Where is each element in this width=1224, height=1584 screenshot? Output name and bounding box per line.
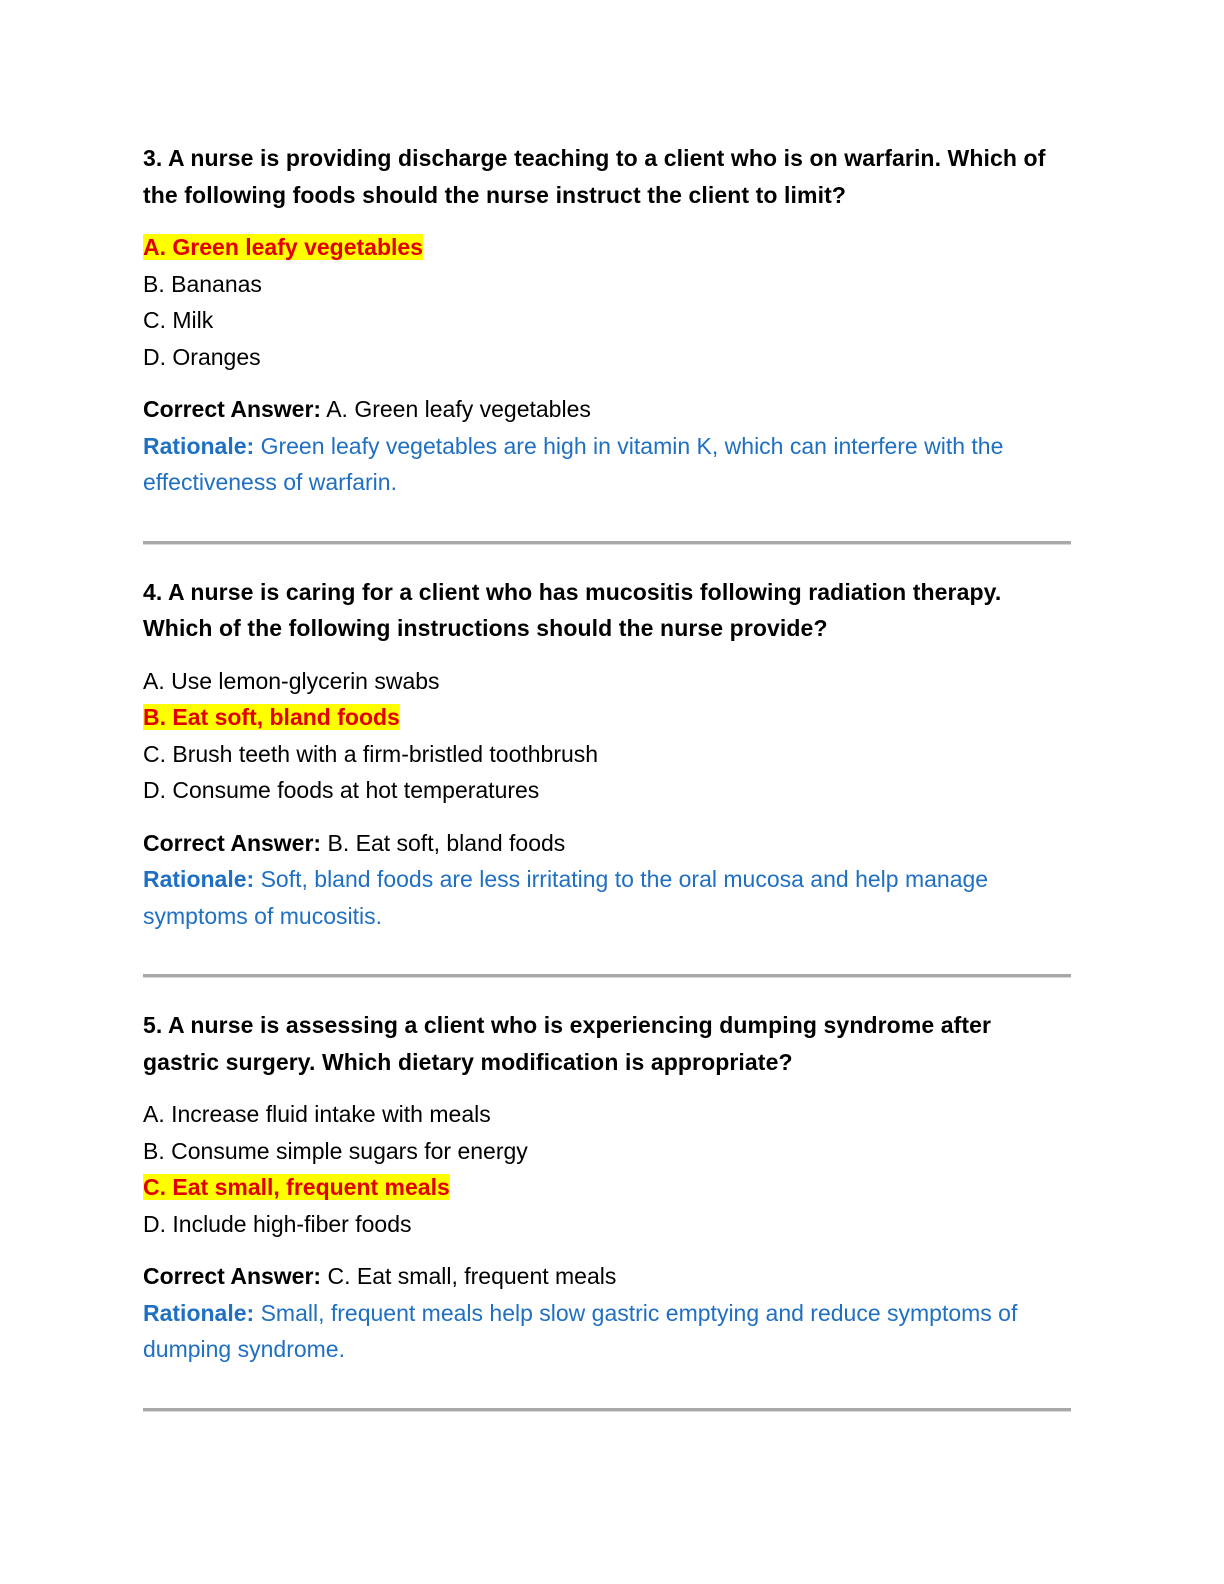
question-text: 5. A nurse is assessing a client who is experiencing dumping syndrome after gastric surgery. Which dietary modification is appropriate?: [143, 1012, 992, 1075]
correct-option-highlight: A. Green leafy vegetables: [143, 234, 423, 260]
options-list: [143, 1096, 1073, 1242]
option-d: D. Oranges: [143, 343, 261, 370]
document-page: [143, 140, 1073, 1441]
correct-answer-line: [143, 825, 1073, 862]
rationale-text: Soft, bland foods are less irritating to the oral mucosa and help manage symptoms of mucositis.: [143, 866, 989, 929]
rationale: [143, 1295, 1073, 1368]
rationale-label: Rationale:: [143, 432, 255, 459]
question-text: 4. A nurse is caring for a client who has mucositis following radiation therapy. Which of the following instructions should the nurse provide?: [143, 578, 1002, 641]
rationale-text: Small, frequent meals help slow gastric emptying and reduce symptoms of dumping syndrome.: [143, 1299, 1018, 1362]
option-b: B. Consume simple sugars for energy: [143, 1137, 528, 1164]
correct-answer-label: Correct Answer:: [143, 396, 322, 422]
option-a: A. Use lemon-glycerin swabs: [143, 667, 440, 694]
options-list: [143, 663, 1073, 809]
option-b: B. Bananas: [143, 270, 262, 297]
correct-answer-line: [143, 1258, 1073, 1295]
option-d: D. Include high-fiber foods: [143, 1210, 412, 1237]
question-5: [143, 1007, 1073, 1368]
rationale-label: Rationale:: [143, 866, 255, 892]
option-a: A. Increase fluid intake with meals: [143, 1101, 491, 1127]
question-4: [143, 574, 1073, 935]
option-d: D. Consume foods at hot temperatures: [143, 777, 540, 803]
options-list: [143, 229, 1073, 375]
correct-answer-line: [143, 391, 1073, 428]
option-a-correct: [143, 229, 1073, 266]
correct-answer-label: Correct Answer:: [143, 829, 322, 856]
question-text: 3. A nurse is providing discharge teaching to a client who is on warfarin. Which of the following foods should the nurse instruct the client to limit?: [143, 145, 1046, 208]
correct-answer-value: C. Eat small, frequent meals: [327, 1263, 617, 1289]
rationale-text: Green leafy vegetables are high in vitamin K, which can interfere with the effectiveness of warfarin.: [143, 432, 1004, 495]
correct-option-highlight: B. Eat soft, bland foods: [143, 704, 400, 730]
rationale: [143, 861, 1073, 934]
question-3: [143, 140, 1073, 501]
rationale-label: Rationale:: [143, 1299, 255, 1326]
option-b-correct: [143, 699, 1073, 736]
correct-answer-value: B. Eat soft, bland foods: [327, 829, 566, 856]
rationale: [143, 428, 1073, 501]
correct-answer-label: Correct Answer:: [143, 1263, 322, 1289]
section-divider: [143, 541, 1071, 544]
option-c-correct: [143, 1169, 1073, 1206]
correct-answer-value: A. Green leafy vegetables: [326, 396, 591, 422]
section-divider: [143, 974, 1071, 977]
option-c: C. Brush teeth with a firm-bristled toothbrush: [143, 740, 599, 767]
section-divider: [143, 1408, 1071, 1411]
correct-option-highlight: C. Eat small, frequent meals: [143, 1174, 450, 1200]
option-c: C. Milk: [143, 307, 214, 333]
